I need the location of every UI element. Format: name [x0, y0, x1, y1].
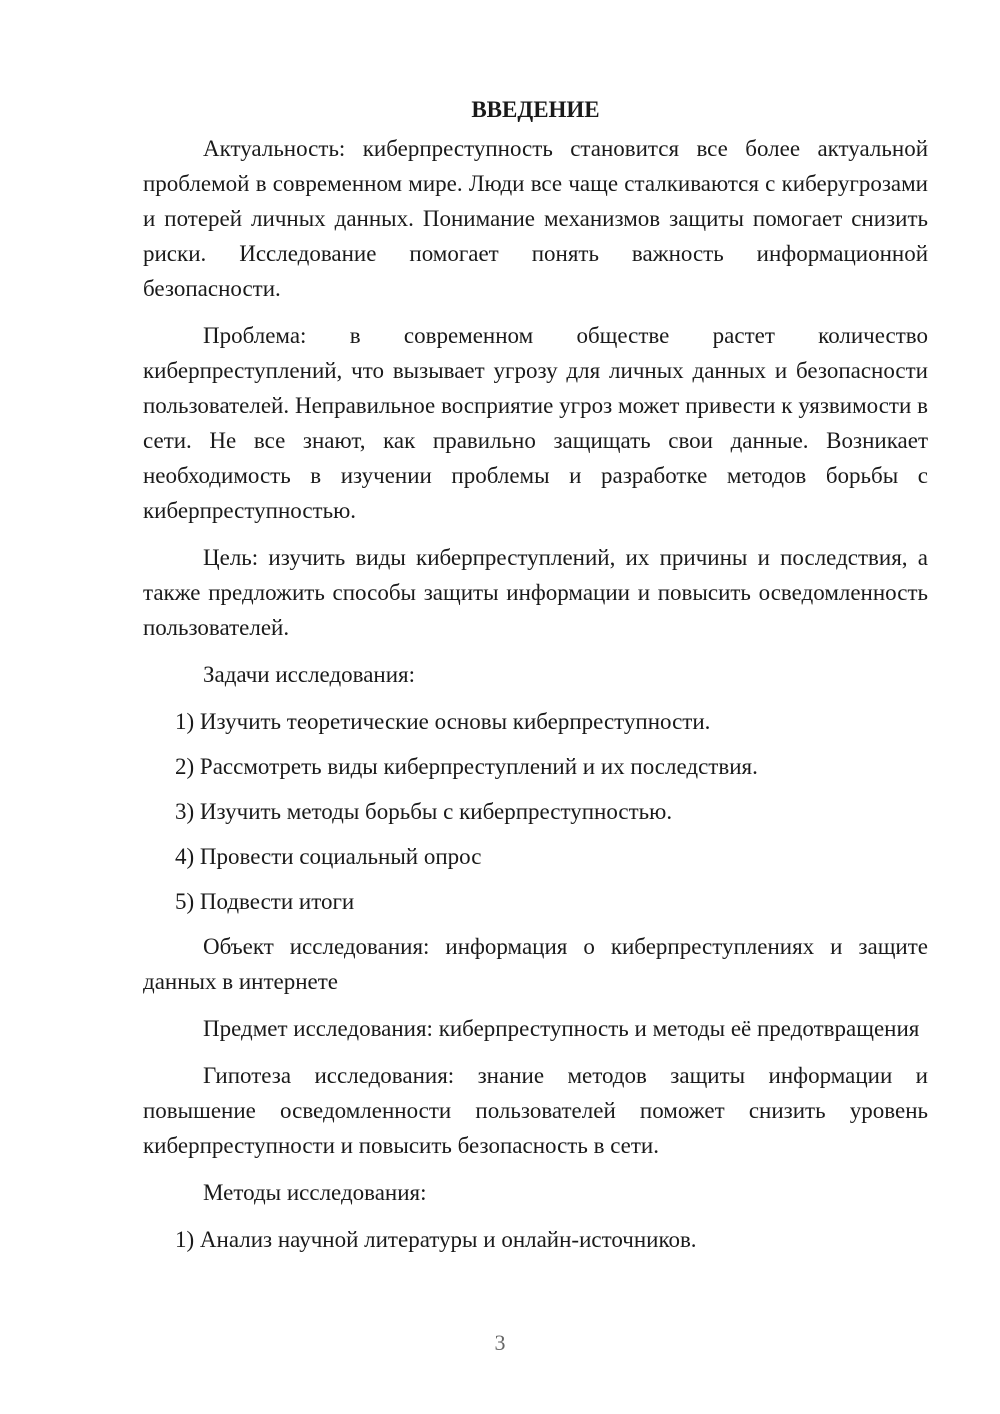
- list-item: 1) Анализ научной литературы и онлайн-источников.: [175, 1227, 697, 1252]
- object-paragraph: Объект исследования: информация о киберпреступлениях и защите данных в интернете: [143, 934, 928, 994]
- list-item: 5) Подвести итоги: [175, 889, 355, 914]
- relevance-paragraph: Актуальность: киберпреступность становится все более актуальной проблемой в современном мире. Люди все чаще сталкиваются с киберугрозами и потерей личных данных. Понимание механизмов защиты помогает снизить риски. Исследование помогает понять важность информационной безопасности.: [143, 136, 928, 301]
- list-item: 2) Рассмотреть виды киберпреступлений и их последствия.: [175, 754, 758, 779]
- tasks-heading: Задачи исследования:: [203, 662, 416, 687]
- page-number: 3: [494, 1330, 506, 1355]
- problem-paragraph: Проблема: в современном обществе растет количество киберпреступлений, что вызывает угрозу для личных данных и безопасности пользователей. Неправильное восприятие угроз может привести к уязвимости в сети. Не все знают, как правильно защищать свои данные. Возникает необходимость в изучении проблемы и разработке методов борьбы с киберпреступностью.: [143, 323, 928, 523]
- list-item: 1) Изучить теоретические основы киберпреступности.: [175, 709, 711, 734]
- section-title: ВВЕДЕНИЕ: [471, 97, 600, 122]
- goal-paragraph: Цель: изучить виды киберпреступлений, их причины и последствия, а также предложить способы защиты информации и повысить осведомленность пользователей.: [143, 545, 928, 640]
- methods-heading: Методы исследования:: [203, 1180, 427, 1205]
- list-item: 3) Изучить методы борьбы с киберпреступностью.: [175, 799, 673, 824]
- hypothesis-paragraph: Гипотеза исследования: знание методов защиты информации и повышение осведомленности пользователей поможет снизить уровень киберпреступности и повысить безопасность в сети.: [143, 1063, 928, 1158]
- tasks-list: [143, 704, 928, 919]
- document-page: [143, 92, 928, 1267]
- list-item: 4) Провести социальный опрос: [175, 844, 482, 869]
- methods-list: [143, 1222, 928, 1257]
- subject-paragraph: Предмет исследования: киберпреступность и методы её предотвращения: [203, 1016, 920, 1041]
